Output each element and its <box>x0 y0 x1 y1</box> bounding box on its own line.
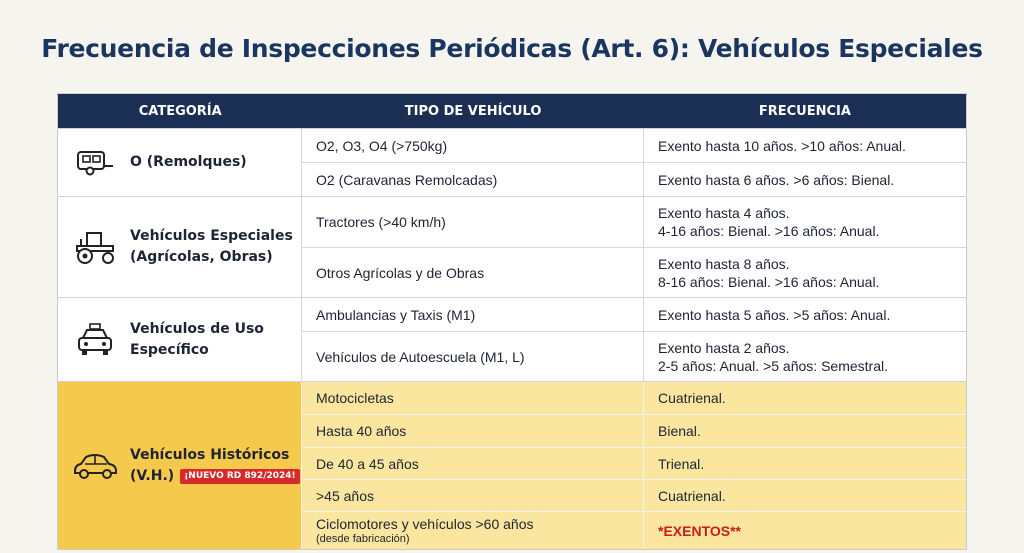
tipo-cell: De 40 a 45 años <box>301 448 643 479</box>
table-row <box>301 298 966 331</box>
freq-cell: Bienal. <box>643 415 966 447</box>
tipo-cell: Otros Agrícolas y de Obras <box>301 248 643 297</box>
freq-cell: Exento hasta 8 años. 8-16 años: Bienal. >16 años: Anual. <box>643 248 966 297</box>
group-remolques <box>58 128 966 196</box>
table-row <box>301 247 966 297</box>
freq-cell: Exento hasta 5 años. >5 años: Anual. <box>643 298 966 331</box>
table-row <box>301 129 966 162</box>
category-label: (V.H.) <box>130 467 175 484</box>
category-cell <box>58 382 301 549</box>
exentos-label: *EXENTOS** <box>658 522 741 539</box>
category-label: Específico <box>130 341 209 358</box>
tipo-cell: Hasta 40 años <box>301 415 643 447</box>
tipo-subnote: (desde fabricación) <box>316 533 410 545</box>
category-label: Vehículos de Uso <box>130 320 264 337</box>
header-tipo-vehiculo: TIPO DE VEHÍCULO <box>404 103 542 119</box>
table-row <box>301 382 966 414</box>
group-vehiculos-historicos <box>58 381 966 549</box>
tractor-icon <box>68 227 122 267</box>
freq-cell: Exento hasta 10 años. >10 años: Anual. <box>643 129 966 162</box>
category-label: Vehículos Especiales <box>130 228 293 244</box>
freq-cell: Exento hasta 2 años. 2-5 años: Anual. >5 años: Semestral. <box>643 332 966 381</box>
table-row <box>301 197 966 247</box>
header-categoria: CATEGORÍA <box>138 103 222 119</box>
tipo-cell: >45 años <box>301 480 643 511</box>
category-label: (Agrícolas, Obras) <box>130 249 273 265</box>
category-cell <box>58 129 301 196</box>
page-title: Frecuencia de Inspecciones Periódicas (Art. 6): Vehículos Especiales <box>41 34 983 63</box>
category-label: Vehículos Históricos <box>130 446 290 463</box>
group-vehiculos-especiales <box>58 196 966 297</box>
tipo-cell: O2, O3, O4 (>750kg) <box>301 129 643 162</box>
freq-cell: Exento hasta 6 años. >6 años: Bienal. <box>643 163 966 196</box>
freq-cell: Exento hasta 4 años. 4-16 años: Bienal. >16 años: Anual. <box>643 197 966 247</box>
freq-cell: Cuatrienal. <box>643 382 966 414</box>
header-frecuencia: FRECUENCIA <box>758 103 851 119</box>
tipo-cell: O2 (Caravanas Remolcadas) <box>301 163 643 196</box>
category-cell <box>58 298 301 381</box>
table-header <box>58 94 966 128</box>
tipo-cell: Ambulancias y Taxis (M1) <box>301 298 643 331</box>
classic-car-icon <box>68 446 122 486</box>
tipo-cell: Motocicletas <box>301 382 643 414</box>
tipo-cell: Tractores (>40 km/h) <box>301 197 643 247</box>
tipo-cell: Ciclomotores y vehículos >60 años (desde fabricación) <box>301 512 643 549</box>
inspection-frequency-table <box>57 93 967 550</box>
group-uso-especifico <box>58 297 966 381</box>
table-row <box>301 447 966 479</box>
tipo-cell: Vehículos de Autoescuela (M1, L) <box>301 332 643 381</box>
table-row <box>301 479 966 511</box>
table-row <box>301 414 966 447</box>
table-row <box>301 331 966 381</box>
freq-cell: Cuatrienal. <box>643 480 966 511</box>
table-row <box>301 511 966 549</box>
freq-cell <box>643 512 966 549</box>
category-cell <box>58 197 301 297</box>
new-regulation-badge: ¡NUEVO RD 892/2024! <box>180 469 299 484</box>
category-label: O (Remolques) <box>130 154 247 170</box>
table-row <box>301 162 966 196</box>
taxi-icon <box>68 320 122 360</box>
freq-cell: Trienal. <box>643 448 966 479</box>
trailer-icon <box>68 143 122 183</box>
